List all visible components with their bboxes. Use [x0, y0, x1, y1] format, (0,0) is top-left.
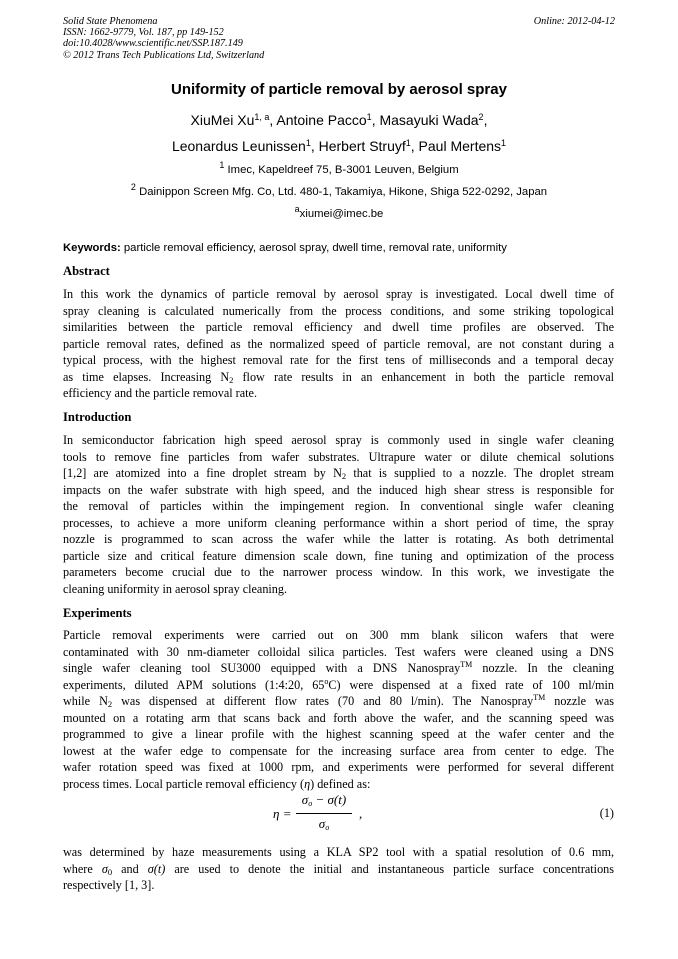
text-line [63, 660, 614, 677]
doi-line: doi:10.4028/www.scientific.net/SSP.187.149 [63, 38, 243, 50]
affiliation-superscript: 2 [130, 182, 136, 192]
text-run: process times. Local particle removal efficiency ( [63, 776, 305, 791]
equation-lhs: η = [273, 806, 292, 821]
issn-line: ISSN: 1662-9779, Vol. 187, pp 149-152 [63, 27, 224, 39]
running-header [63, 16, 264, 61]
journal-name: Solid State Phenomena [63, 16, 158, 27]
introduction-heading: Introduction [63, 410, 132, 424]
superscript: o [324, 676, 329, 686]
text-run: that is supplied to a nozzle. The droplet stream [346, 466, 614, 481]
text-line: In semiconductor fabrication high speed aerosol spray is commonly used in single wafer cleaning [63, 433, 614, 447]
text-run: ) defined as: [310, 776, 371, 791]
author-superscript: 2 [478, 112, 484, 122]
equation-1 [0, 792, 678, 838]
text-line: wafer rotation speed was fixed at 1000 rpm, and experiments were performed for several different [63, 760, 614, 775]
paper-title: Uniformity of particle removal by aerosol spray [171, 81, 507, 98]
text-run: nozzle. In the cleaning [472, 661, 614, 676]
text-line: typical process, with the highest removal rate for the first tens of milliseconds and a temporal decay [63, 353, 614, 368]
text-line [63, 693, 614, 710]
fraction-bar [296, 813, 352, 814]
introduction-body [63, 432, 614, 597]
online-date: Online: 2012-04-12 [533, 16, 615, 27]
author-name: , Paul Mertens [410, 138, 502, 154]
text-line: efficiency and the particle removal rate. [63, 386, 257, 401]
text-line [63, 861, 614, 878]
text-line [63, 776, 614, 793]
text-run: was dispensed at different flow rates (70 and 80 l/min). The Nanospray [112, 694, 534, 709]
author-email [0, 204, 678, 220]
text-run: [1,2] are atomized into a fine droplet stream by N [63, 466, 342, 481]
text-line: parameters become crucial due to the narrower process window. In this work, we investigate the [63, 565, 614, 580]
text-line [63, 369, 614, 386]
keywords [63, 242, 507, 254]
keywords-text: particle removal efficiency, aerosol spray, dwell time, removal rate, uniformity [120, 242, 507, 254]
text-line: In this work the dynamics of particle removal by aerosol spray is investigated. Local dwell time of [63, 287, 614, 301]
text-line: programmed to give a linear profile with the highest scanning speed at the wafer center and the [63, 727, 614, 742]
sigma-symbol: σ [101, 861, 108, 876]
author-name: Leonardus Leunissen [171, 138, 306, 154]
text-line: processes, to achieve a more uniform cleaning performance within a short period of time, the spray [63, 515, 614, 530]
text-line [63, 465, 614, 482]
text-line: similarities between the particle removal efficiency and dwell time profiles are observed. The [63, 320, 614, 335]
email-text: xiumei@imec.be [299, 208, 384, 220]
author-separator: , [483, 112, 488, 128]
abstract-body [63, 286, 614, 402]
text-line: particle size and critical feature dimension scale down, fine tuning and optimization of the process [63, 548, 614, 563]
equation-number: (1) [599, 806, 614, 820]
author-superscript: 1 [305, 138, 311, 148]
text-line: cleaning uniformity in aerosol spray cleaning. [63, 581, 288, 596]
subscript: o [308, 799, 313, 808]
author-name: , Antoine Pacco [269, 112, 367, 128]
subscript: 2 [107, 699, 113, 710]
text-line: spray cleaning is calculated numerically from the process conditions, and some striking topological [63, 303, 614, 318]
text-run: experiments, diluted APM solutions (1:4:20, 65 [63, 677, 325, 692]
text-line: impacts on the wafer substrate with high speed, and the induced high shear stress is responsible for [63, 482, 614, 497]
superscript: TM [533, 693, 546, 703]
text-run: where [63, 861, 102, 876]
author-name: , Herbert Struyf [310, 138, 406, 154]
keywords-label: Keywords: [63, 242, 121, 254]
affiliation-2 [0, 182, 678, 198]
sigma-o: σ [301, 792, 309, 807]
minus-sigma: − σ [312, 792, 334, 807]
author-superscript: 1 [405, 138, 411, 148]
author-superscript: 1 [501, 138, 507, 148]
text-line: contaminated with 30 nm-diameter colloidal silica particles. Test wafers were cleaned using a DNS [63, 644, 614, 659]
author-superscript: 1, a [254, 112, 270, 122]
text-run: C) were dispensed at a fixed rate of 100 ml/min [328, 677, 614, 692]
abstract-heading: Abstract [63, 264, 110, 278]
eta-symbol: η [304, 776, 311, 791]
affiliation-superscript: 1 [219, 160, 225, 170]
time-argument: (t) [333, 792, 347, 807]
text-run: are used to denote the initial and instantaneous particle surface concentrations [165, 861, 614, 876]
text-run: and [112, 861, 148, 876]
author-name: XiuMei Xu [190, 112, 255, 128]
text-line: Particle removal experiments were carried out on 300 mm blank silicon wafers that were [63, 628, 614, 642]
affiliation-1 [0, 160, 678, 176]
email-superscript: a [294, 204, 300, 214]
after-equation-body [63, 844, 614, 894]
experiments-heading: Experiments [63, 606, 132, 620]
text-line: tools to remove fine particles from wafer substrates. Ultrapure water or dilute chemical solutions [63, 449, 614, 464]
author-name: , Masayuki Wada [371, 112, 479, 128]
authors-line-1 [0, 112, 678, 128]
text-line: particle removal rates, defined as the normalized speed of particle removal, are not constant during a [63, 336, 614, 351]
text-run: single wafer cleaning tool SU3000 equipped with a DNS Nanospray [63, 661, 461, 676]
subscript: 2 [229, 374, 234, 385]
experiments-body [63, 627, 614, 792]
subscript: o [325, 823, 330, 832]
authors-line-2 [0, 138, 678, 154]
equation-denominator [296, 816, 352, 832]
text-line: lowest at the wafer edge to compensate for the increasing surface area from center to edge. The [63, 743, 614, 758]
superscript: TM [460, 660, 473, 670]
copyright-line: © 2012 Trans Tech Publications Ltd, Switzerland [63, 49, 265, 61]
text-line [63, 677, 614, 694]
text-run: nozzle was [545, 694, 614, 709]
subscript: 2 [341, 471, 347, 482]
subscript: 0 [107, 866, 113, 877]
text-run: as time elapses. Increasing N [63, 369, 230, 384]
text-line: was determined by haze measurements using a KLA SP2 tool with a spatial resolution of 0.6 mm, [63, 845, 614, 859]
author-superscript: 1 [366, 112, 372, 122]
text-line: nozzle is programmed to scan across the wafer while the latter is rotating. As both detrimental [63, 532, 614, 547]
affiliation-text: Dainippon Screen Mfg. Co, Ltd. 480-1, Takamiya, Hikone, Shiga 522-0292, Japan [135, 186, 548, 198]
sigma-o: σ [318, 816, 326, 831]
affiliation-text: Imec, Kapeldreef 75, B-3001 Leuven, Belgium [224, 164, 459, 176]
text-line: respectively [1, 3]. [63, 878, 155, 893]
text-run: while N [63, 694, 108, 709]
equation-numerator [296, 792, 352, 808]
sigma-t-symbol: σ(t) [147, 861, 166, 876]
text-line: mounted on a rotating arm that scans back and forth above the wafer, and the scanning speed was [63, 710, 614, 725]
equation-comma: , [359, 806, 363, 821]
text-run: flow rate results in an enhancement in both the particle removal [233, 369, 614, 384]
text-line: the removal of particles within the impingement region. In conventional single wafer cleaning [63, 499, 614, 514]
